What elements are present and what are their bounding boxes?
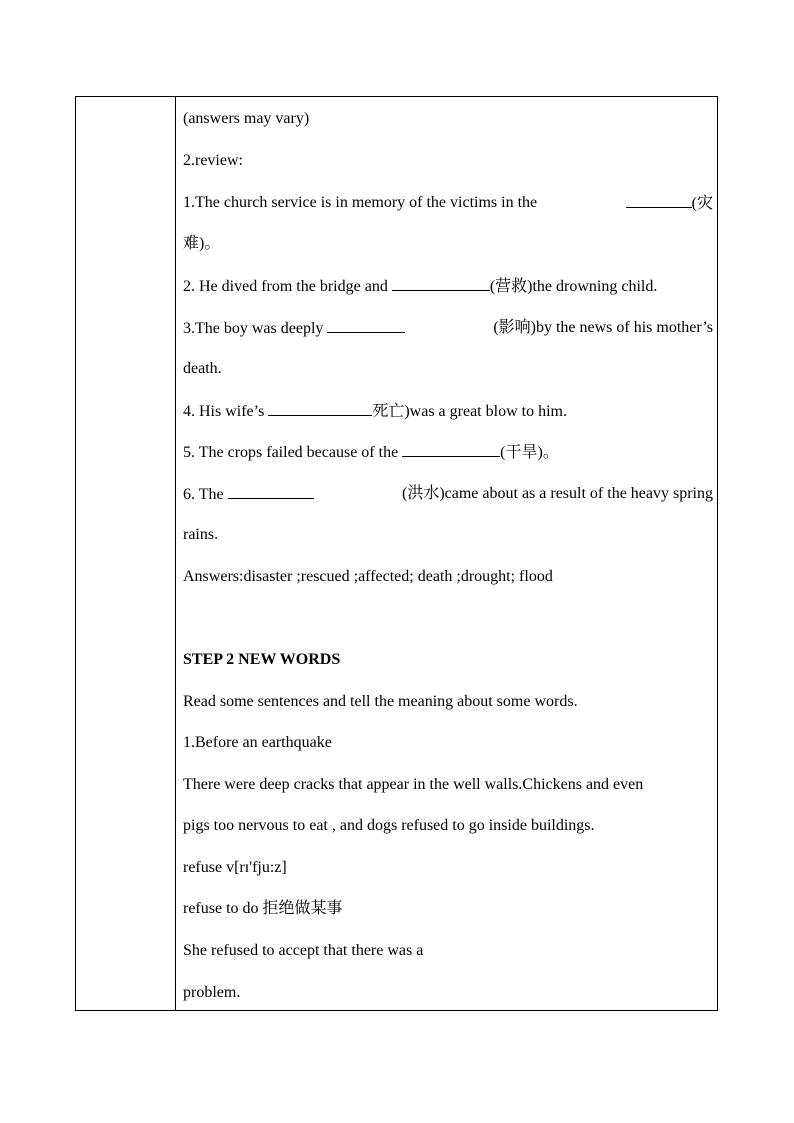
note-answers-vary: (answers may vary) (183, 110, 310, 127)
review-item-4-text: 4. His wife’s (183, 403, 265, 420)
example-sentence-cont: problem. (183, 984, 241, 1001)
review-item-1 (183, 193, 713, 214)
answer-blank (392, 276, 490, 291)
review-item-5-text: 5. The crops failed because of the (183, 444, 399, 461)
review-item-1-text: 1.The church service is in memory of the victims in the (183, 194, 538, 211)
earthquake-paragraph-1: There were deep cracks that appear in the well walls.Chickens and even (183, 776, 644, 793)
earthquake-paragraph-2: pigs too nervous to eat , and dogs refused to go inside buildings. (183, 817, 595, 834)
review-item-3 (183, 318, 713, 339)
review-item-3-text: 3.The boy was deeply (183, 320, 324, 337)
answer-blank (268, 401, 372, 416)
review-item-2-hint: (营救)the drowning child. (489, 278, 658, 295)
vocab-refuse-usage: refuse to do 拒绝做某事 (183, 900, 343, 917)
review-item-5 (183, 442, 713, 463)
content-cell (183, 97, 713, 1010)
left-column-cell (76, 97, 176, 1010)
review-heading: 2.review: (183, 152, 243, 169)
review-item-4-hint: 死亡)was a great blow to him. (372, 403, 567, 420)
review-item-5-hint: (干旱)。 (500, 444, 559, 461)
answer-blank (228, 484, 314, 499)
review-item-4 (183, 401, 713, 422)
review-item-3-cont: death. (183, 360, 222, 377)
answer-blank (626, 193, 692, 208)
answer-blank (327, 318, 405, 333)
review-item-1-hint: (灾 (691, 195, 713, 212)
review-item-2 (183, 276, 713, 297)
review-item-6-text: 6. The (183, 486, 224, 503)
example-sentence: She refused to accept that there was a (183, 942, 424, 959)
review-answers: Answers:disaster ;rescued ;affected; death ;drought; flood (183, 568, 553, 585)
review-item-2-text: 2. He dived from the bridge and (183, 278, 388, 295)
vocab-refuse: refuse v[rɪ'fju:z] (183, 859, 287, 876)
review-item-3-hint: (影响)by the news of his mother’s (493, 319, 713, 336)
review-item-1-cont: 难)。 (183, 235, 221, 252)
earthquake-heading: 1.Before an earthquake (183, 734, 332, 751)
review-item-6 (183, 484, 713, 505)
lesson-table (75, 96, 718, 1011)
review-item-6-hint: (洪水)came about as a result of the heavy spring (401, 485, 713, 502)
review-item-6-cont: rains. (183, 526, 219, 543)
step2-heading: STEP 2 NEW WORDS (183, 651, 341, 668)
step2-instruction: Read some sentences and tell the meaning about some words. (183, 693, 578, 710)
answer-blank (402, 442, 500, 457)
